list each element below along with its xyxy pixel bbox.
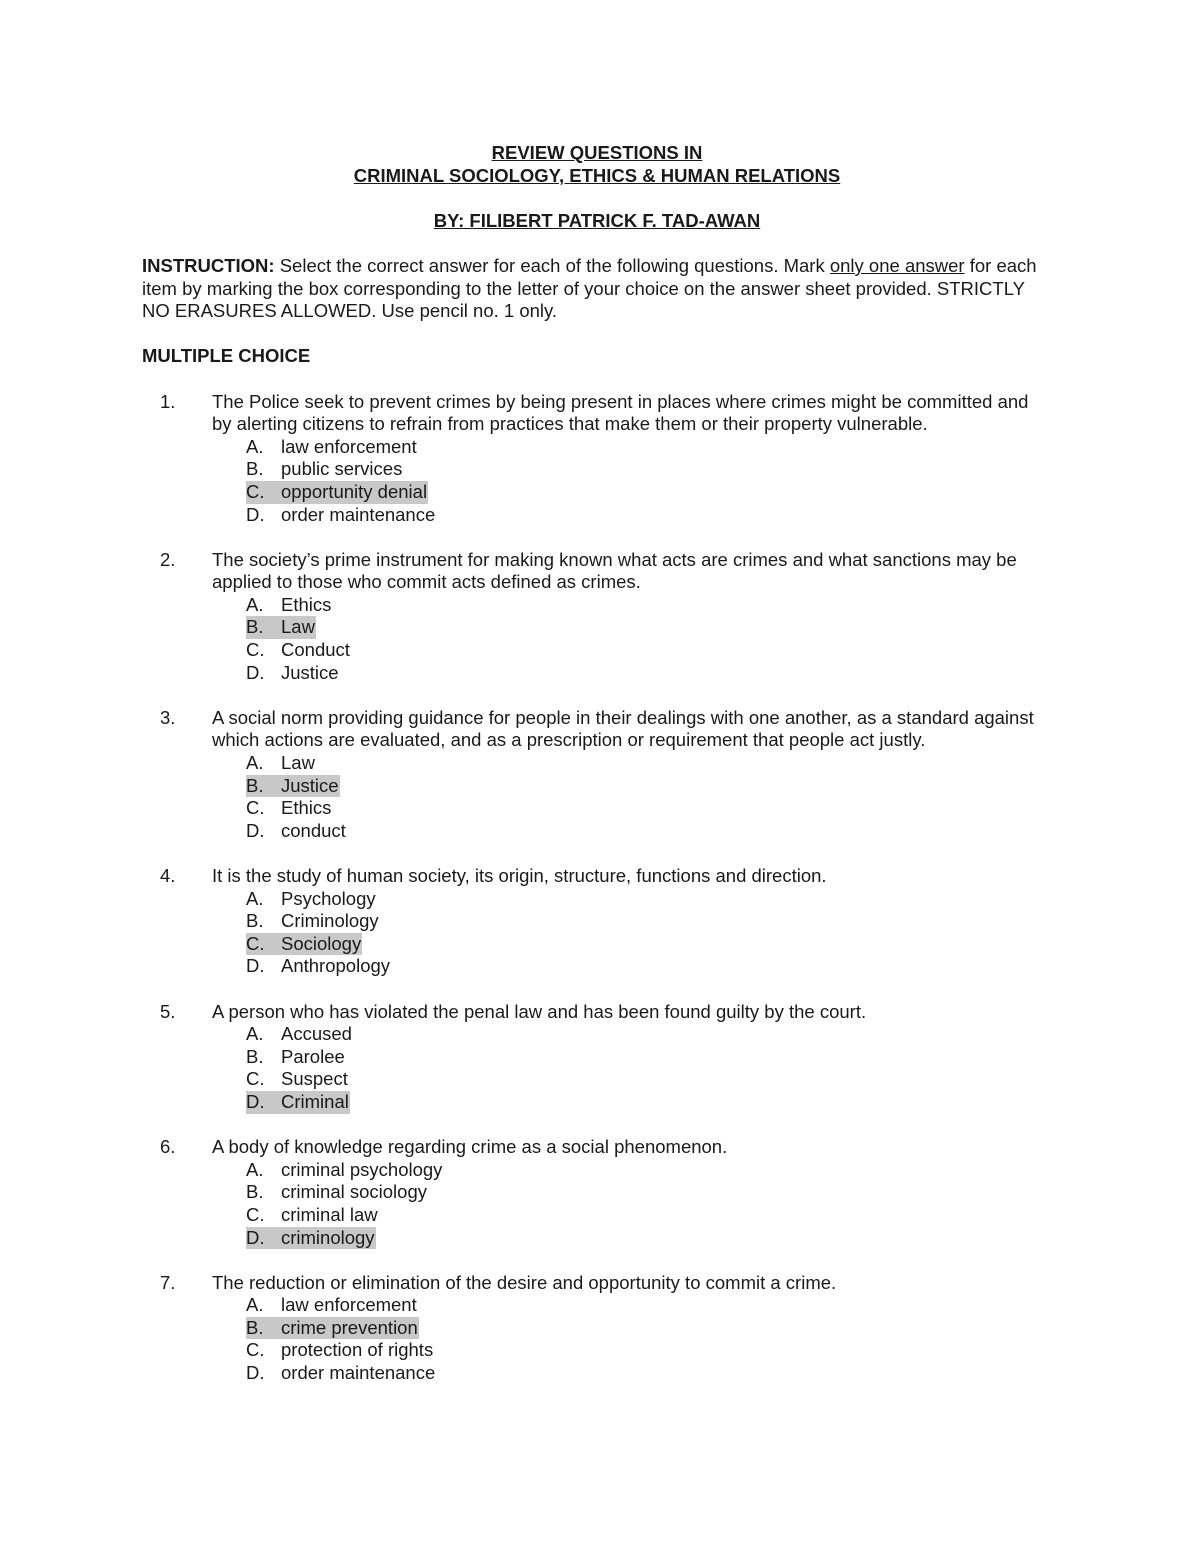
question-number: 7. xyxy=(160,1271,176,1293)
option-letter: A. xyxy=(246,1023,264,1045)
answer-option-content xyxy=(246,888,377,911)
option-letter: A. xyxy=(246,887,264,909)
author-byline: BY: FILIBERT PATRICK F. TAD-AWAN xyxy=(433,209,761,231)
option-letter: B. xyxy=(246,616,264,638)
instruction-text-after: for each item by marking the box corresponding to the letter of your choice on the answer sheet provided. STRICTLY NO ERASURES ALLOWED. Use pencil no. 1 only. xyxy=(142,254,1037,322)
question-text: The society’s prime instrument for making known what acts are crimes and what sanctions may be applied to those who commit acts defined as crimes. xyxy=(212,548,1017,593)
answer-option xyxy=(246,1181,1052,1204)
answer-option-content xyxy=(246,1159,443,1182)
answer-options xyxy=(246,1294,1052,1384)
answer-option xyxy=(246,662,1052,685)
question-text: It is the study of human society, its origin, structure, functions and direction. xyxy=(212,865,827,886)
answer-option-content xyxy=(246,662,340,685)
title-line-2: CRIMINAL SOCIOLOGY, ETHICS & HUMAN RELATIONS xyxy=(353,164,841,186)
answer-options xyxy=(246,888,1052,978)
section-title: MULTIPLE CHOICE xyxy=(142,345,311,367)
answer-option xyxy=(246,1204,1052,1227)
option-letter: C. xyxy=(246,639,265,661)
option-text: Parolee xyxy=(281,1045,345,1067)
answer-option xyxy=(246,797,1052,820)
answer-option-content xyxy=(246,1294,418,1317)
option-text: Justice xyxy=(281,661,339,683)
option-letter: B. xyxy=(246,1181,264,1203)
option-letter: B. xyxy=(246,458,264,480)
answer-option-content xyxy=(246,820,347,843)
question-item xyxy=(142,1001,1052,1114)
option-letter: A. xyxy=(246,1294,264,1316)
answer-option xyxy=(246,458,1052,481)
answer-option xyxy=(246,933,1052,956)
answer-option-content xyxy=(246,594,332,617)
option-letter: A. xyxy=(246,752,264,774)
option-text: criminal law xyxy=(281,1203,378,1225)
option-text: criminal psychology xyxy=(281,1158,443,1180)
question-item xyxy=(142,1136,1052,1249)
option-letter: C. xyxy=(246,1068,265,1090)
answer-option-content xyxy=(246,504,436,527)
answer-option xyxy=(246,504,1052,527)
highlighted-correct-answer xyxy=(246,933,362,956)
option-letter: D. xyxy=(246,661,265,683)
option-letter: B. xyxy=(246,774,264,796)
title-line-1: REVIEW QUESTIONS IN xyxy=(491,142,703,163)
option-letter: D. xyxy=(246,1362,265,1384)
answer-option-content xyxy=(246,1362,436,1385)
option-text: protection of rights xyxy=(281,1339,434,1361)
option-text: order maintenance xyxy=(281,503,436,525)
option-letter: A. xyxy=(246,593,264,615)
answer-options xyxy=(246,594,1052,684)
answer-option-content xyxy=(246,1068,349,1091)
option-letter: C. xyxy=(246,797,265,819)
option-letter: D. xyxy=(246,503,265,525)
option-letter: C. xyxy=(246,1339,265,1361)
option-text: Ethics xyxy=(281,593,332,615)
option-text: Law xyxy=(281,616,315,638)
option-text: Anthropology xyxy=(281,955,391,977)
document-page xyxy=(142,142,1052,1385)
option-text: conduct xyxy=(281,819,346,841)
option-letter: B. xyxy=(246,1316,264,1338)
document-title xyxy=(142,142,1052,187)
instruction-paragraph xyxy=(142,255,1052,323)
option-text: Psychology xyxy=(281,887,376,909)
answer-option xyxy=(246,1068,1052,1091)
instruction-text-before: Select the correct answer for each of the following questions. Mark xyxy=(274,254,830,276)
answer-option xyxy=(246,775,1052,798)
answer-option xyxy=(246,1362,1052,1385)
option-letter: D. xyxy=(246,1226,265,1248)
option-letter: B. xyxy=(246,910,264,932)
option-letter: D. xyxy=(246,819,265,841)
answer-options xyxy=(246,752,1052,842)
question-text: The reduction or elimination of the desire and opportunity to commit a crime. xyxy=(212,1271,837,1293)
answer-option xyxy=(246,1091,1052,1114)
answer-option xyxy=(246,820,1052,843)
answer-option xyxy=(246,616,1052,639)
question-item xyxy=(142,391,1052,527)
option-text: criminology xyxy=(281,1226,375,1248)
answer-option xyxy=(246,888,1052,911)
option-text: law enforcement xyxy=(281,1294,417,1316)
question-item xyxy=(142,1272,1052,1385)
answer-option xyxy=(246,594,1052,617)
answer-option xyxy=(246,1159,1052,1182)
option-letter: B. xyxy=(246,1045,264,1067)
question-list xyxy=(142,391,1052,1385)
answer-option xyxy=(246,1023,1052,1046)
option-letter: C. xyxy=(246,1203,265,1225)
option-letter: C. xyxy=(246,480,265,502)
option-text: Suspect xyxy=(281,1068,348,1090)
question-number: 3. xyxy=(160,706,176,728)
question-number: 1. xyxy=(160,390,176,412)
instruction-label: INSTRUCTION: xyxy=(142,254,275,276)
answer-option-content xyxy=(246,752,316,775)
answer-option xyxy=(246,1317,1052,1340)
option-text: crime prevention xyxy=(281,1316,418,1338)
option-letter: A. xyxy=(246,435,264,457)
answer-option xyxy=(246,639,1052,662)
question-text: A social norm providing guidance for people in their dealings with one another, as a standard against which actions are evaluated, and as a prescription or requirement that people act justly. xyxy=(212,706,1034,751)
highlighted-correct-answer xyxy=(246,616,316,639)
answer-option xyxy=(246,1339,1052,1362)
question-text: A body of knowledge regarding crime as a social phenomenon. xyxy=(212,1136,728,1158)
option-text: opportunity denial xyxy=(281,480,428,502)
answer-option-content xyxy=(246,910,380,933)
answer-options xyxy=(246,1023,1052,1113)
answer-option xyxy=(246,752,1052,775)
answer-option-content xyxy=(246,797,332,820)
option-text: Conduct xyxy=(281,639,350,661)
question-text: The Police seek to prevent crimes by being present in places where crimes might be committed and by alerting citizens to refrain from practices that make them or their property vulnerable. xyxy=(212,390,1029,435)
answer-option-content xyxy=(246,1023,353,1046)
answer-option xyxy=(246,1227,1052,1250)
option-text: law enforcement xyxy=(281,435,417,457)
answer-option-content xyxy=(246,955,391,978)
answer-option-content xyxy=(246,1046,346,1069)
question-item xyxy=(142,865,1052,978)
option-letter: C. xyxy=(246,932,265,954)
answer-options xyxy=(246,1159,1052,1249)
option-text: Law xyxy=(281,752,315,774)
option-text: Criminology xyxy=(281,910,379,932)
option-text: Criminal xyxy=(281,1090,349,1112)
highlighted-correct-answer xyxy=(246,481,428,504)
option-text: Accused xyxy=(281,1023,352,1045)
highlighted-correct-answer xyxy=(246,775,340,798)
option-text: Sociology xyxy=(281,932,362,954)
answer-option-content xyxy=(246,639,351,662)
option-text: Justice xyxy=(281,774,339,796)
answer-option xyxy=(246,1046,1052,1069)
option-letter: A. xyxy=(246,1158,264,1180)
answer-options xyxy=(246,436,1052,526)
question-text: A person who has violated the penal law and has been found guilty by the court. xyxy=(212,1000,867,1022)
question-item xyxy=(142,549,1052,685)
answer-option-content xyxy=(246,1339,434,1362)
question-number: 6. xyxy=(160,1136,176,1158)
question-number: 2. xyxy=(160,548,176,570)
option-text: order maintenance xyxy=(281,1362,436,1384)
answer-option-content xyxy=(246,1204,379,1227)
question-item xyxy=(142,707,1052,843)
question-number: 4. xyxy=(160,865,176,886)
answer-option xyxy=(246,1294,1052,1317)
highlighted-correct-answer xyxy=(246,1091,350,1114)
option-text: Ethics xyxy=(281,797,332,819)
answer-option xyxy=(246,481,1052,504)
highlighted-correct-answer xyxy=(246,1227,376,1250)
instruction-underlined-text: only one answer xyxy=(829,254,965,276)
answer-option-content xyxy=(246,436,418,459)
option-text: public services xyxy=(281,458,403,480)
highlighted-correct-answer xyxy=(246,1317,419,1340)
option-text: criminal sociology xyxy=(281,1181,427,1203)
answer-option xyxy=(246,910,1052,933)
answer-option xyxy=(246,955,1052,978)
answer-option-content xyxy=(246,1181,428,1204)
option-letter: D. xyxy=(246,1090,265,1112)
option-letter: D. xyxy=(246,955,265,977)
question-number: 5. xyxy=(160,1000,176,1022)
answer-option-content xyxy=(246,458,403,481)
answer-option xyxy=(246,436,1052,459)
